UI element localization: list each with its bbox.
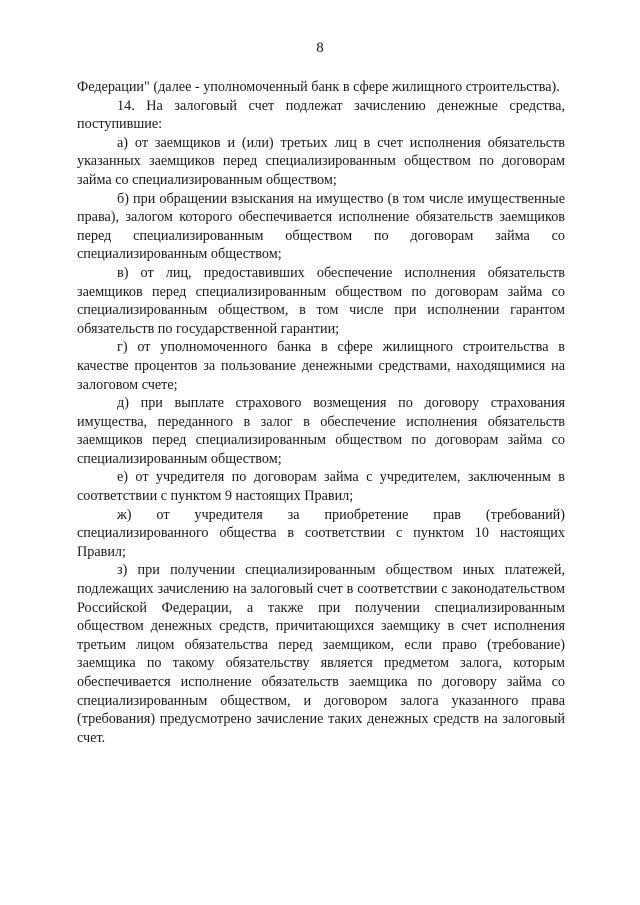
paragraph-subitem-a: а) от заемщиков и (или) третьих лиц в счет исполнения обязательств указанных заемщиков перед специализированным обществом по договорам займа со специализированным обществом;: [77, 134, 565, 188]
paragraph-subitem-b: б) при обращении взыскания на имущество (в том числе имущественные права), залогом которого обеспечивается исполнение обязательств заемщиков перед специализированным обществом по договорам займа со специализированным обществом;: [77, 190, 565, 263]
paragraph-subitem-g: г) от уполномоченного банка в сфере жилищного строительства в качестве процентов за пользование денежными средствами, находящимися на залоговом счете;: [77, 339, 565, 393]
document-body: [77, 78, 565, 747]
page-number: 8: [316, 40, 324, 56]
paragraph-subitem-zh: ж) от учредителя за приобретение прав (требований) специализированного общества в соответствии с пунктом 10 настоящих Правил;: [77, 506, 565, 560]
paragraph-subitem-v: в) от лиц, предоставивших обеспечение исполнения обязательств заемщиков перед специализированным обществом по договорам займа со специализированным обществом, в том числе при исполнении гарантом обязательств по государственной гарантии;: [77, 264, 565, 337]
paragraph-subitem-z: з) при получении специализированным обществом иных платежей, подлежащих зачислению на залоговый счет в соответствии с законодательством Российской Федерации, а также при получении специализированным обществом денежных средств, причитающихся заемщику в счет исполнения третьим лицом обязательства перед заемщиком, если право (требование) заемщика по такому обязательству является предметом залога, которым обеспечивается исполнение обязательств заемщика по договору займа со специализированным обществом, и договором залога указанного права (требования) предусмотрено зачисление таких денежных средств на залоговый счет.: [77, 562, 565, 746]
paragraph-subitem-e: е) от учредителя по договорам займа с учредителем, заключенным в соответствии с пунктом 9 настоящих Правил;: [77, 469, 565, 505]
paragraph-item-14: 14. На залоговый счет подлежат зачислению денежные средства, поступившие:: [77, 97, 565, 133]
paragraph-continuation: Федерации" (далее - уполномоченный банк в сфере жилищного строительства).: [77, 79, 560, 95]
paragraph-subitem-d: д) при выплате страхового возмещения по договору страхования имущества, переданного в залог в обеспечение исполнения обязательств заемщиков перед специализированным обществом по договорам займа со специализированным обществом;: [77, 395, 565, 467]
